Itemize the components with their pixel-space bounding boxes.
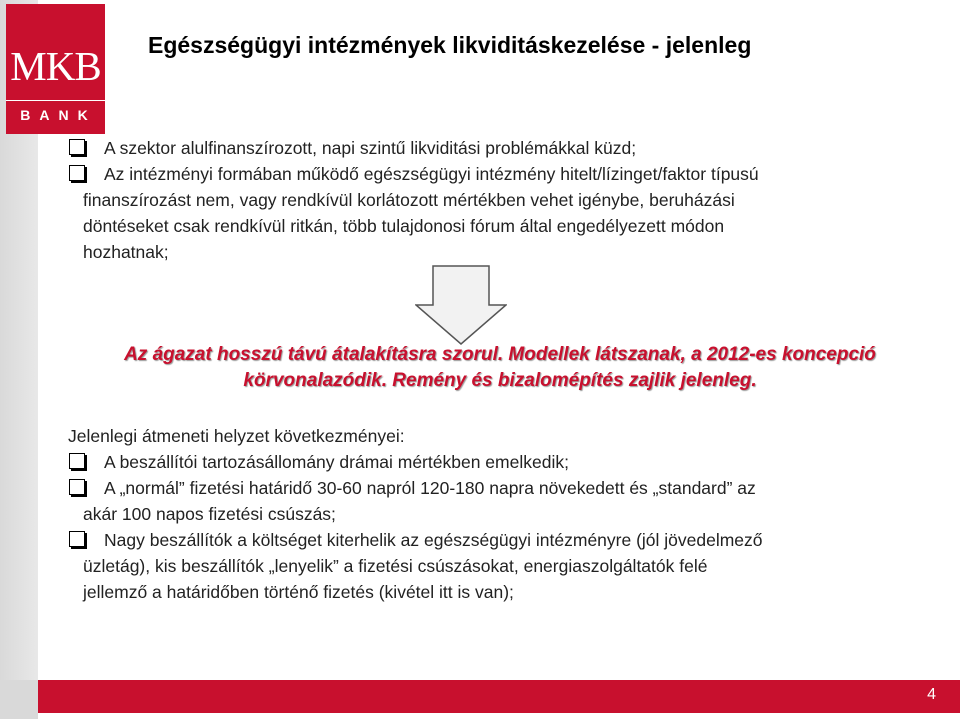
checkbox-bullet-icon (69, 479, 85, 495)
logo-main-text: MKB (10, 43, 101, 89)
consequences-bullet-3-continuation (83, 553, 707, 605)
bullet-text-continued: jellemző a határidőben történő fizetés (kivétel itt is van); (83, 582, 514, 602)
consequences-bullet-1 (104, 449, 756, 501)
footer-bar (0, 680, 960, 713)
checkbox-bullet-icon (69, 531, 85, 547)
mkb-bank-logo (6, 4, 105, 134)
consequences-bullet-3 (104, 527, 763, 553)
consequences-bullet-2-continuation (83, 501, 336, 527)
logo-sub-text: BANK (20, 107, 97, 123)
bullet-text: Az intézményi formában működő egészségügyi intézmény hitelt/lízinget/faktor típusú (104, 164, 759, 184)
bullet-item (104, 135, 759, 161)
consequences-intro: Jelenlegi átmeneti helyzet következményei: (68, 426, 405, 446)
bullet-text: A szektor alulfinanszírozott, napi szintű likviditási problémákkal küzd; (104, 138, 637, 158)
bullet-text: A beszállítói tartozásállomány drámai mértékben emelkedik; (104, 452, 569, 472)
bullet-text-continued: üzletág), kis beszállítók „lenyelik” a fizetési csúszásokat, energiaszolgáltatók felé (83, 556, 708, 576)
bullet-item (104, 475, 756, 501)
bullet-text: A „normál” fizetési határidő 30-60 napról 120-180 napra növekedett és „standard” az (104, 478, 756, 498)
highlight-line-1: Az ágazat hosszú távú átalakításra szorul. Modellek látszanak, a 2012-es koncepció (124, 344, 876, 365)
bullet-text: Nagy beszállítók a költséget kiterhelik az egészségügyi intézményre (jól jövedelmező (104, 530, 763, 550)
bullet-item (104, 161, 759, 187)
down-arrow-icon (415, 265, 507, 345)
page-number: 4 (927, 686, 936, 703)
bullet-item (104, 449, 756, 475)
checkbox-bullet-icon (69, 453, 85, 469)
logo-divider (6, 100, 105, 101)
highlight-statement (70, 342, 930, 394)
bullet-text-continued: hozhatnak; (83, 242, 169, 262)
bullet-text-continued: döntéseket csak rendkívül ritkán, több tulajdonosi fórum által engedélyezett módon (83, 216, 725, 236)
footer-left-strip (0, 680, 38, 719)
top-bullet-list (104, 135, 759, 187)
checkbox-bullet-icon (69, 139, 85, 155)
highlight-line-2: körvonalazódik. Remény és bizalomépítés zajlik jelenleg. (243, 370, 757, 391)
bullet-text-continued: akár 100 napos fizetési csúszás; (83, 504, 336, 524)
bullet-item (104, 527, 763, 553)
slide-title: Egészségügyi intézmények likviditáskezelése - jelenleg (148, 32, 752, 58)
bullet-text-continued: finanszírozást nem, vagy rendkívül korlátozott mértékben vehet igénybe, beruházási (83, 190, 735, 210)
checkbox-bullet-icon (69, 165, 85, 181)
top-bullet-continuation (83, 187, 735, 265)
